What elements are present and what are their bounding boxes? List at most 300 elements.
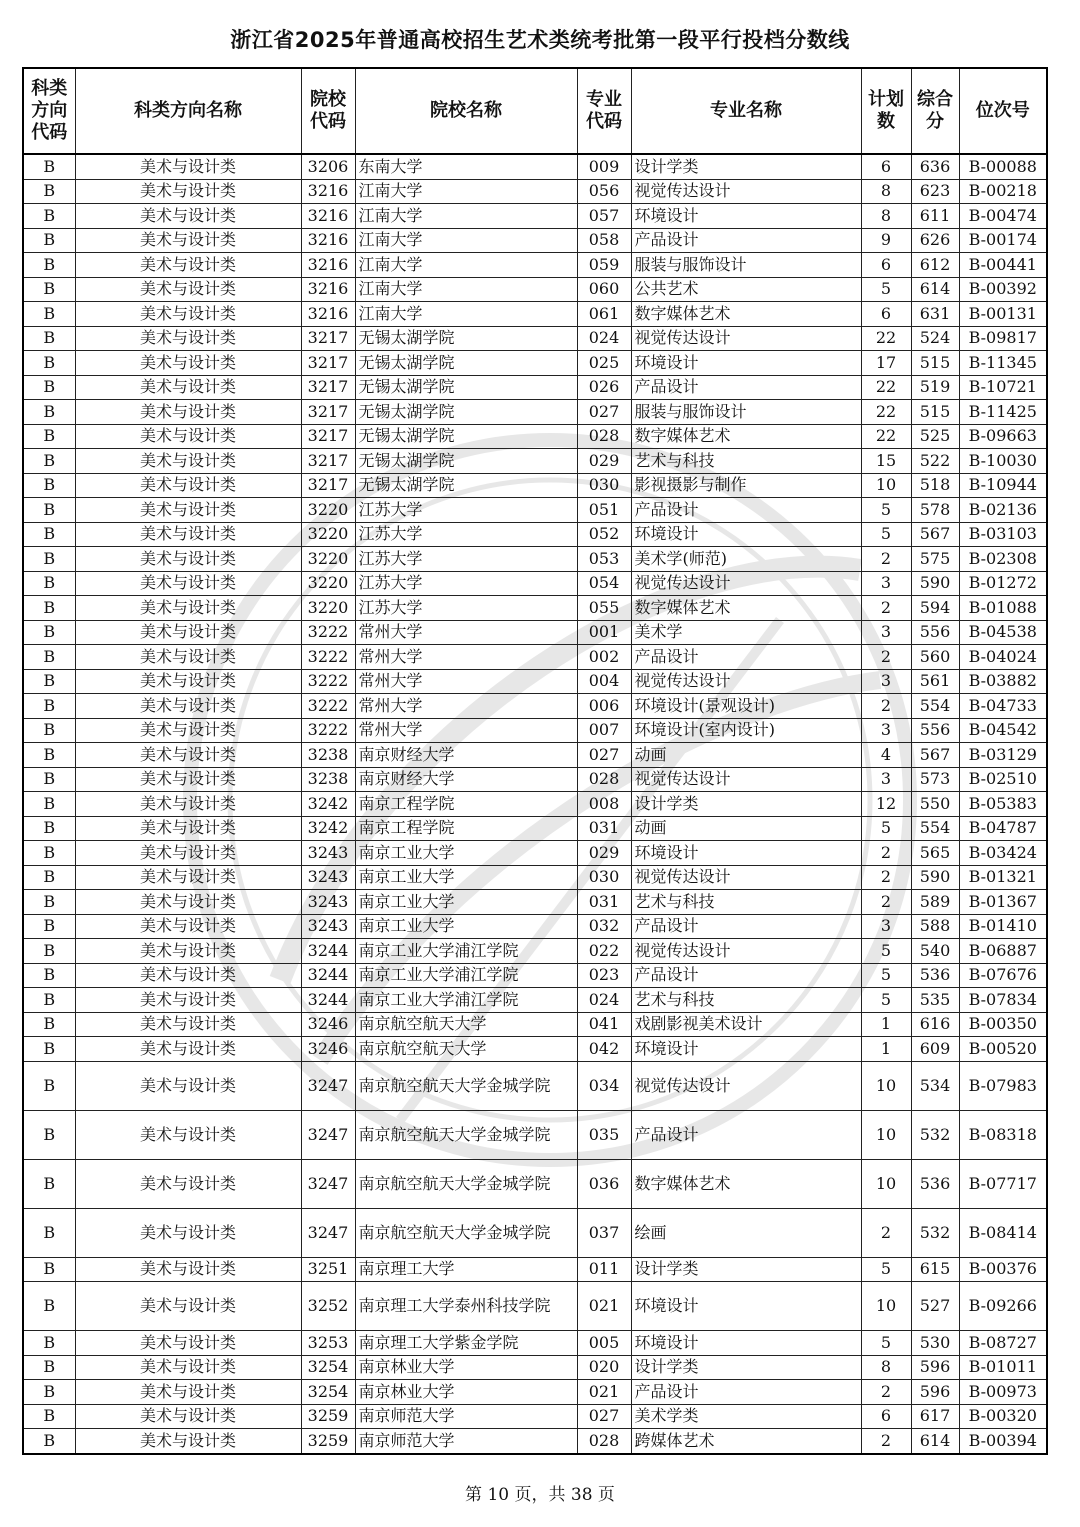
cell-category-code: B [23,694,75,719]
cell-composite-score: 535 [911,988,959,1013]
cell-rank-number: B-00376 [959,1257,1047,1282]
cell-composite-score: 565 [911,841,959,866]
cell-school-code: 3222 [301,620,355,645]
cell-major-code: 006 [577,694,631,719]
table-row [23,375,1047,400]
cell-school-code: 3220 [301,596,355,621]
cell-composite-score: 527 [911,1282,959,1331]
table-row [23,743,1047,768]
cell-major-name: 美术学(师范) [631,547,861,572]
cell-major-code: 004 [577,669,631,694]
cell-composite-score: 530 [911,1331,959,1356]
table-row [23,1037,1047,1062]
cell-major-name: 数字媒体艺术 [631,302,861,327]
cell-school-code: 3220 [301,522,355,547]
cell-rank-number: B-09817 [959,326,1047,351]
cell-school-name: 江南大学 [355,277,577,302]
cell-major-name: 视觉传达设计 [631,865,861,890]
table-row [23,1380,1047,1405]
cell-composite-score: 561 [911,669,959,694]
cell-school-code: 3252 [301,1282,355,1331]
cell-composite-score: 524 [911,326,959,351]
cell-category-code: B [23,547,75,572]
cell-composite-score: 588 [911,914,959,939]
cell-major-name: 服装与服饰设计 [631,253,861,278]
cell-plan-count: 5 [861,522,911,547]
cell-school-name: 常州大学 [355,718,577,743]
table-row [23,1355,1047,1380]
cell-category-name: 美术与设计类 [75,939,301,964]
cell-category-code: B [23,571,75,596]
cell-category-code: B [23,1380,75,1405]
cell-category-code: B [23,816,75,841]
cell-major-name: 视觉传达设计 [631,571,861,596]
cell-composite-score: 536 [911,1159,959,1208]
cell-category-code: B [23,204,75,229]
cell-plan-count: 9 [861,228,911,253]
cell-major-name: 数字媒体艺术 [631,596,861,621]
cell-major-code: 027 [577,743,631,768]
cell-school-code: 3253 [301,1331,355,1356]
cell-composite-score: 616 [911,1012,959,1037]
table-row [23,400,1047,425]
cell-school-name: 无锡太湖学院 [355,473,577,498]
cell-school-code: 3217 [301,449,355,474]
cell-school-name: 南京工业大学 [355,914,577,939]
cell-school-code: 3216 [301,204,355,229]
header-rank-number: 位次号 [959,68,1047,154]
cell-rank-number: B-01410 [959,914,1047,939]
table-row [23,1331,1047,1356]
page-title: 浙江省2025年普通高校招生艺术类统考批第一段平行投档分数线 [230,28,850,52]
cell-plan-count: 10 [861,1159,911,1208]
cell-school-name: 江苏大学 [355,571,577,596]
cell-category-code: B [23,253,75,278]
cell-school-name: 南京工程学院 [355,792,577,817]
cell-major-code: 032 [577,914,631,939]
cell-category-name: 美术与设计类 [75,449,301,474]
cell-rank-number: B-04538 [959,620,1047,645]
cell-category-name: 美术与设计类 [75,547,301,572]
cell-school-name: 南京工业大学浦江学院 [355,963,577,988]
cell-composite-score: 590 [911,571,959,596]
table-row [23,1282,1047,1331]
header-school-name: 院校名称 [355,68,577,154]
cell-category-name: 美术与设计类 [75,1404,301,1429]
cell-plan-count: 2 [861,890,911,915]
cell-school-code: 3238 [301,767,355,792]
cell-major-code: 058 [577,228,631,253]
cell-category-name: 美术与设计类 [75,1061,301,1110]
table-row [23,1110,1047,1159]
cell-school-code: 3216 [301,277,355,302]
cell-school-code: 3246 [301,1012,355,1037]
cell-rank-number: B-10944 [959,473,1047,498]
header-school-code: 院校代码 [301,68,355,154]
cell-school-code: 3222 [301,694,355,719]
table-row [23,154,1047,179]
cell-major-code: 053 [577,547,631,572]
cell-school-name: 江南大学 [355,253,577,278]
cell-major-name: 环境设计 [631,1331,861,1356]
cell-rank-number: B-09663 [959,424,1047,449]
cell-major-code: 027 [577,400,631,425]
table-row [23,841,1047,866]
cell-plan-count: 6 [861,253,911,278]
cell-major-name: 设计学类 [631,154,861,179]
cell-composite-score: 532 [911,1110,959,1159]
cell-school-name: 无锡太湖学院 [355,400,577,425]
cell-major-name: 数字媒体艺术 [631,424,861,449]
cell-plan-count: 5 [861,939,911,964]
cell-school-name: 无锡太湖学院 [355,326,577,351]
cell-plan-count: 5 [861,963,911,988]
cell-school-code: 3217 [301,351,355,376]
cell-composite-score: 589 [911,890,959,915]
cell-category-code: B [23,669,75,694]
cell-category-code: B [23,841,75,866]
header-row [23,68,1047,154]
cell-school-name: 南京工业大学浦江学院 [355,939,577,964]
table-row [23,1429,1047,1454]
cell-category-name: 美术与设计类 [75,988,301,1013]
cell-plan-count: 1 [861,1037,911,1062]
cell-plan-count: 2 [861,865,911,890]
cell-school-code: 3217 [301,326,355,351]
cell-rank-number: B-08727 [959,1331,1047,1356]
table-row [23,547,1047,572]
cell-major-name: 艺术与科技 [631,449,861,474]
table-row [23,277,1047,302]
cell-major-name: 戏剧影视美术设计 [631,1012,861,1037]
table-row [23,228,1047,253]
cell-major-code: 057 [577,204,631,229]
cell-school-name: 南京理工大学紫金学院 [355,1331,577,1356]
table-row [23,571,1047,596]
cell-plan-count: 12 [861,792,911,817]
cell-major-code: 061 [577,302,631,327]
header-plan-count: 计划数 [861,68,911,154]
cell-major-name: 视觉传达设计 [631,179,861,204]
cell-major-code: 056 [577,179,631,204]
cell-school-code: 3254 [301,1380,355,1405]
cell-major-code: 020 [577,1355,631,1380]
cell-school-name: 无锡太湖学院 [355,375,577,400]
cell-major-name: 环境设计(室内设计) [631,718,861,743]
cell-major-name: 视觉传达设计 [631,767,861,792]
table-row [23,351,1047,376]
cell-composite-score: 522 [911,449,959,474]
cell-rank-number: B-02510 [959,767,1047,792]
cell-category-name: 美术与设计类 [75,767,301,792]
cell-school-name: 南京林业大学 [355,1380,577,1405]
cell-rank-number: B-07834 [959,988,1047,1013]
cell-plan-count: 4 [861,743,911,768]
table-row [23,816,1047,841]
cell-category-name: 美术与设计类 [75,669,301,694]
cell-major-code: 028 [577,767,631,792]
cell-school-code: 3216 [301,228,355,253]
cell-category-name: 美术与设计类 [75,816,301,841]
cell-plan-count: 22 [861,326,911,351]
cell-major-code: 008 [577,792,631,817]
cell-category-name: 美术与设计类 [75,400,301,425]
cell-category-name: 美术与设计类 [75,963,301,988]
cell-major-code: 037 [577,1208,631,1257]
cell-rank-number: B-11425 [959,400,1047,425]
table-row [23,1012,1047,1037]
cell-category-code: B [23,1159,75,1208]
cell-school-code: 3222 [301,718,355,743]
cell-major-name: 环境设计(景观设计) [631,694,861,719]
cell-plan-count: 17 [861,351,911,376]
cell-school-name: 无锡太湖学院 [355,449,577,474]
table-row [23,522,1047,547]
cell-rank-number: B-00392 [959,277,1047,302]
cell-school-name: 江南大学 [355,179,577,204]
cell-school-name: 常州大学 [355,694,577,719]
cell-category-name: 美术与设计类 [75,571,301,596]
cell-rank-number: B-05383 [959,792,1047,817]
cell-composite-score: 532 [911,1208,959,1257]
cell-category-code: B [23,1037,75,1062]
cell-school-code: 3220 [301,571,355,596]
cell-category-code: B [23,939,75,964]
cell-school-code: 3246 [301,1037,355,1062]
cell-major-code: 005 [577,1331,631,1356]
cell-major-code: 028 [577,1429,631,1454]
cell-major-name: 产品设计 [631,228,861,253]
cell-category-code: B [23,718,75,743]
table-row [23,694,1047,719]
cell-school-name: 南京航空航天大学金城学院 [355,1208,577,1257]
cell-school-code: 3222 [301,669,355,694]
cell-composite-score: 525 [911,424,959,449]
table-row [23,596,1047,621]
cell-category-code: B [23,498,75,523]
cell-category-code: B [23,473,75,498]
cell-school-name: 常州大学 [355,645,577,670]
cell-composite-score: 615 [911,1257,959,1282]
cell-rank-number: B-01011 [959,1355,1047,1380]
cell-plan-count: 3 [861,669,911,694]
cell-plan-count: 22 [861,400,911,425]
cell-category-name: 美术与设计类 [75,914,301,939]
cell-school-code: 3254 [301,1355,355,1380]
cell-school-code: 3243 [301,914,355,939]
cell-category-name: 美术与设计类 [75,1208,301,1257]
cell-school-name: 南京航空航天大学 [355,1012,577,1037]
cell-major-code: 030 [577,865,631,890]
cell-major-code: 002 [577,645,631,670]
cell-major-code: 052 [577,522,631,547]
cell-category-name: 美术与设计类 [75,1012,301,1037]
cell-rank-number: B-08414 [959,1208,1047,1257]
cell-major-code: 029 [577,841,631,866]
cell-major-name: 环境设计 [631,204,861,229]
cell-category-name: 美术与设计类 [75,179,301,204]
cell-major-name: 设计学类 [631,1257,861,1282]
cell-rank-number: B-04024 [959,645,1047,670]
cell-plan-count: 3 [861,571,911,596]
cell-school-code: 3259 [301,1404,355,1429]
cell-school-name: 江南大学 [355,302,577,327]
header-category-name: 科类方向名称 [75,68,301,154]
table-row [23,792,1047,817]
table-row [23,204,1047,229]
cell-rank-number: B-00474 [959,204,1047,229]
cell-plan-count: 6 [861,1404,911,1429]
cell-composite-score: 536 [911,963,959,988]
table-row [23,767,1047,792]
cell-major-name: 设计学类 [631,1355,861,1380]
table-row [23,424,1047,449]
table-row [23,914,1047,939]
cell-rank-number: B-07717 [959,1159,1047,1208]
cell-rank-number: B-03129 [959,743,1047,768]
cell-composite-score: 631 [911,302,959,327]
cell-composite-score: 590 [911,865,959,890]
cell-plan-count: 8 [861,179,911,204]
cell-plan-count: 3 [861,620,911,645]
header-composite-score: 综合分 [911,68,959,154]
cell-plan-count: 2 [861,547,911,572]
cell-rank-number: B-01321 [959,865,1047,890]
cell-plan-count: 10 [861,1282,911,1331]
cell-composite-score: 556 [911,620,959,645]
table-row [23,645,1047,670]
table-row [23,620,1047,645]
cell-school-name: 无锡太湖学院 [355,424,577,449]
cell-rank-number: B-02136 [959,498,1047,523]
cell-category-name: 美术与设计类 [75,1159,301,1208]
cell-major-code: 055 [577,596,631,621]
cell-category-code: B [23,154,75,179]
cell-school-name: 常州大学 [355,669,577,694]
cell-major-name: 动画 [631,743,861,768]
cell-category-code: B [23,228,75,253]
cell-school-name: 江南大学 [355,204,577,229]
cell-rank-number: B-01367 [959,890,1047,915]
table-row [23,718,1047,743]
cell-category-code: B [23,326,75,351]
cell-major-code: 025 [577,351,631,376]
cell-school-code: 3251 [301,1257,355,1282]
cell-category-name: 美术与设计类 [75,277,301,302]
table-row [23,1404,1047,1429]
cell-major-code: 030 [577,473,631,498]
table-row [23,253,1047,278]
cell-composite-score: 560 [911,645,959,670]
cell-major-name: 产品设计 [631,498,861,523]
cell-category-name: 美术与设计类 [75,743,301,768]
cell-rank-number: B-00218 [959,179,1047,204]
cell-major-name: 视觉传达设计 [631,326,861,351]
cell-major-name: 产品设计 [631,375,861,400]
cell-plan-count: 2 [861,1380,911,1405]
cell-school-code: 3243 [301,865,355,890]
cell-plan-count: 2 [861,694,911,719]
cell-category-code: B [23,522,75,547]
cell-rank-number: B-07676 [959,963,1047,988]
cell-school-code: 3247 [301,1208,355,1257]
cell-category-code: B [23,1429,75,1454]
cell-rank-number: B-11345 [959,351,1047,376]
cell-major-name: 公共艺术 [631,277,861,302]
header-major-name: 专业名称 [631,68,861,154]
cell-major-code: 011 [577,1257,631,1282]
cell-category-name: 美术与设计类 [75,154,301,179]
cell-school-code: 3217 [301,400,355,425]
cell-category-name: 美术与设计类 [75,1110,301,1159]
cell-rank-number: B-00520 [959,1037,1047,1062]
cell-rank-number: B-00088 [959,154,1047,179]
cell-composite-score: 617 [911,1404,959,1429]
cell-category-name: 美术与设计类 [75,694,301,719]
cell-major-code: 024 [577,326,631,351]
cell-school-name: 南京工程学院 [355,816,577,841]
cell-major-name: 产品设计 [631,1380,861,1405]
cell-rank-number: B-06887 [959,939,1047,964]
cell-composite-score: 567 [911,522,959,547]
cell-school-code: 3220 [301,498,355,523]
cell-rank-number: B-01272 [959,571,1047,596]
header-category-code: 科类方向代码 [23,68,75,154]
cell-rank-number: B-00131 [959,302,1047,327]
cell-school-name: 江南大学 [355,228,577,253]
cell-category-code: B [23,1257,75,1282]
table-body [23,154,1047,1454]
cell-plan-count: 2 [861,596,911,621]
cell-major-code: 035 [577,1110,631,1159]
cell-category-code: B [23,767,75,792]
cell-rank-number: B-00973 [959,1380,1047,1405]
cell-school-name: 江苏大学 [355,498,577,523]
cell-composite-score: 596 [911,1355,959,1380]
cell-school-code: 3247 [301,1159,355,1208]
cell-major-code: 023 [577,963,631,988]
cell-category-name: 美术与设计类 [75,228,301,253]
cell-composite-score: 515 [911,400,959,425]
cell-category-name: 美术与设计类 [75,424,301,449]
cell-major-code: 054 [577,571,631,596]
cell-school-code: 3217 [301,375,355,400]
cell-school-name: 南京工业大学 [355,841,577,866]
cell-plan-count: 10 [861,1061,911,1110]
cell-school-name: 南京林业大学 [355,1355,577,1380]
cell-rank-number: B-00394 [959,1429,1047,1454]
cell-composite-score: 578 [911,498,959,523]
cell-category-code: B [23,865,75,890]
cell-major-name: 艺术与科技 [631,988,861,1013]
cell-major-code: 029 [577,449,631,474]
cell-school-code: 3242 [301,792,355,817]
cell-school-name: 南京财经大学 [355,743,577,768]
cell-plan-count: 5 [861,498,911,523]
cell-composite-score: 636 [911,154,959,179]
cell-plan-count: 10 [861,1110,911,1159]
cell-rank-number: B-00320 [959,1404,1047,1429]
table-row [23,302,1047,327]
cell-plan-count: 2 [861,645,911,670]
cell-category-name: 美术与设计类 [75,596,301,621]
cell-plan-count: 2 [861,1208,911,1257]
cell-major-code: 031 [577,816,631,841]
cell-rank-number: B-03103 [959,522,1047,547]
cell-major-code: 009 [577,154,631,179]
cell-school-name: 南京航空航天大学 [355,1037,577,1062]
cell-school-code: 3206 [301,154,355,179]
